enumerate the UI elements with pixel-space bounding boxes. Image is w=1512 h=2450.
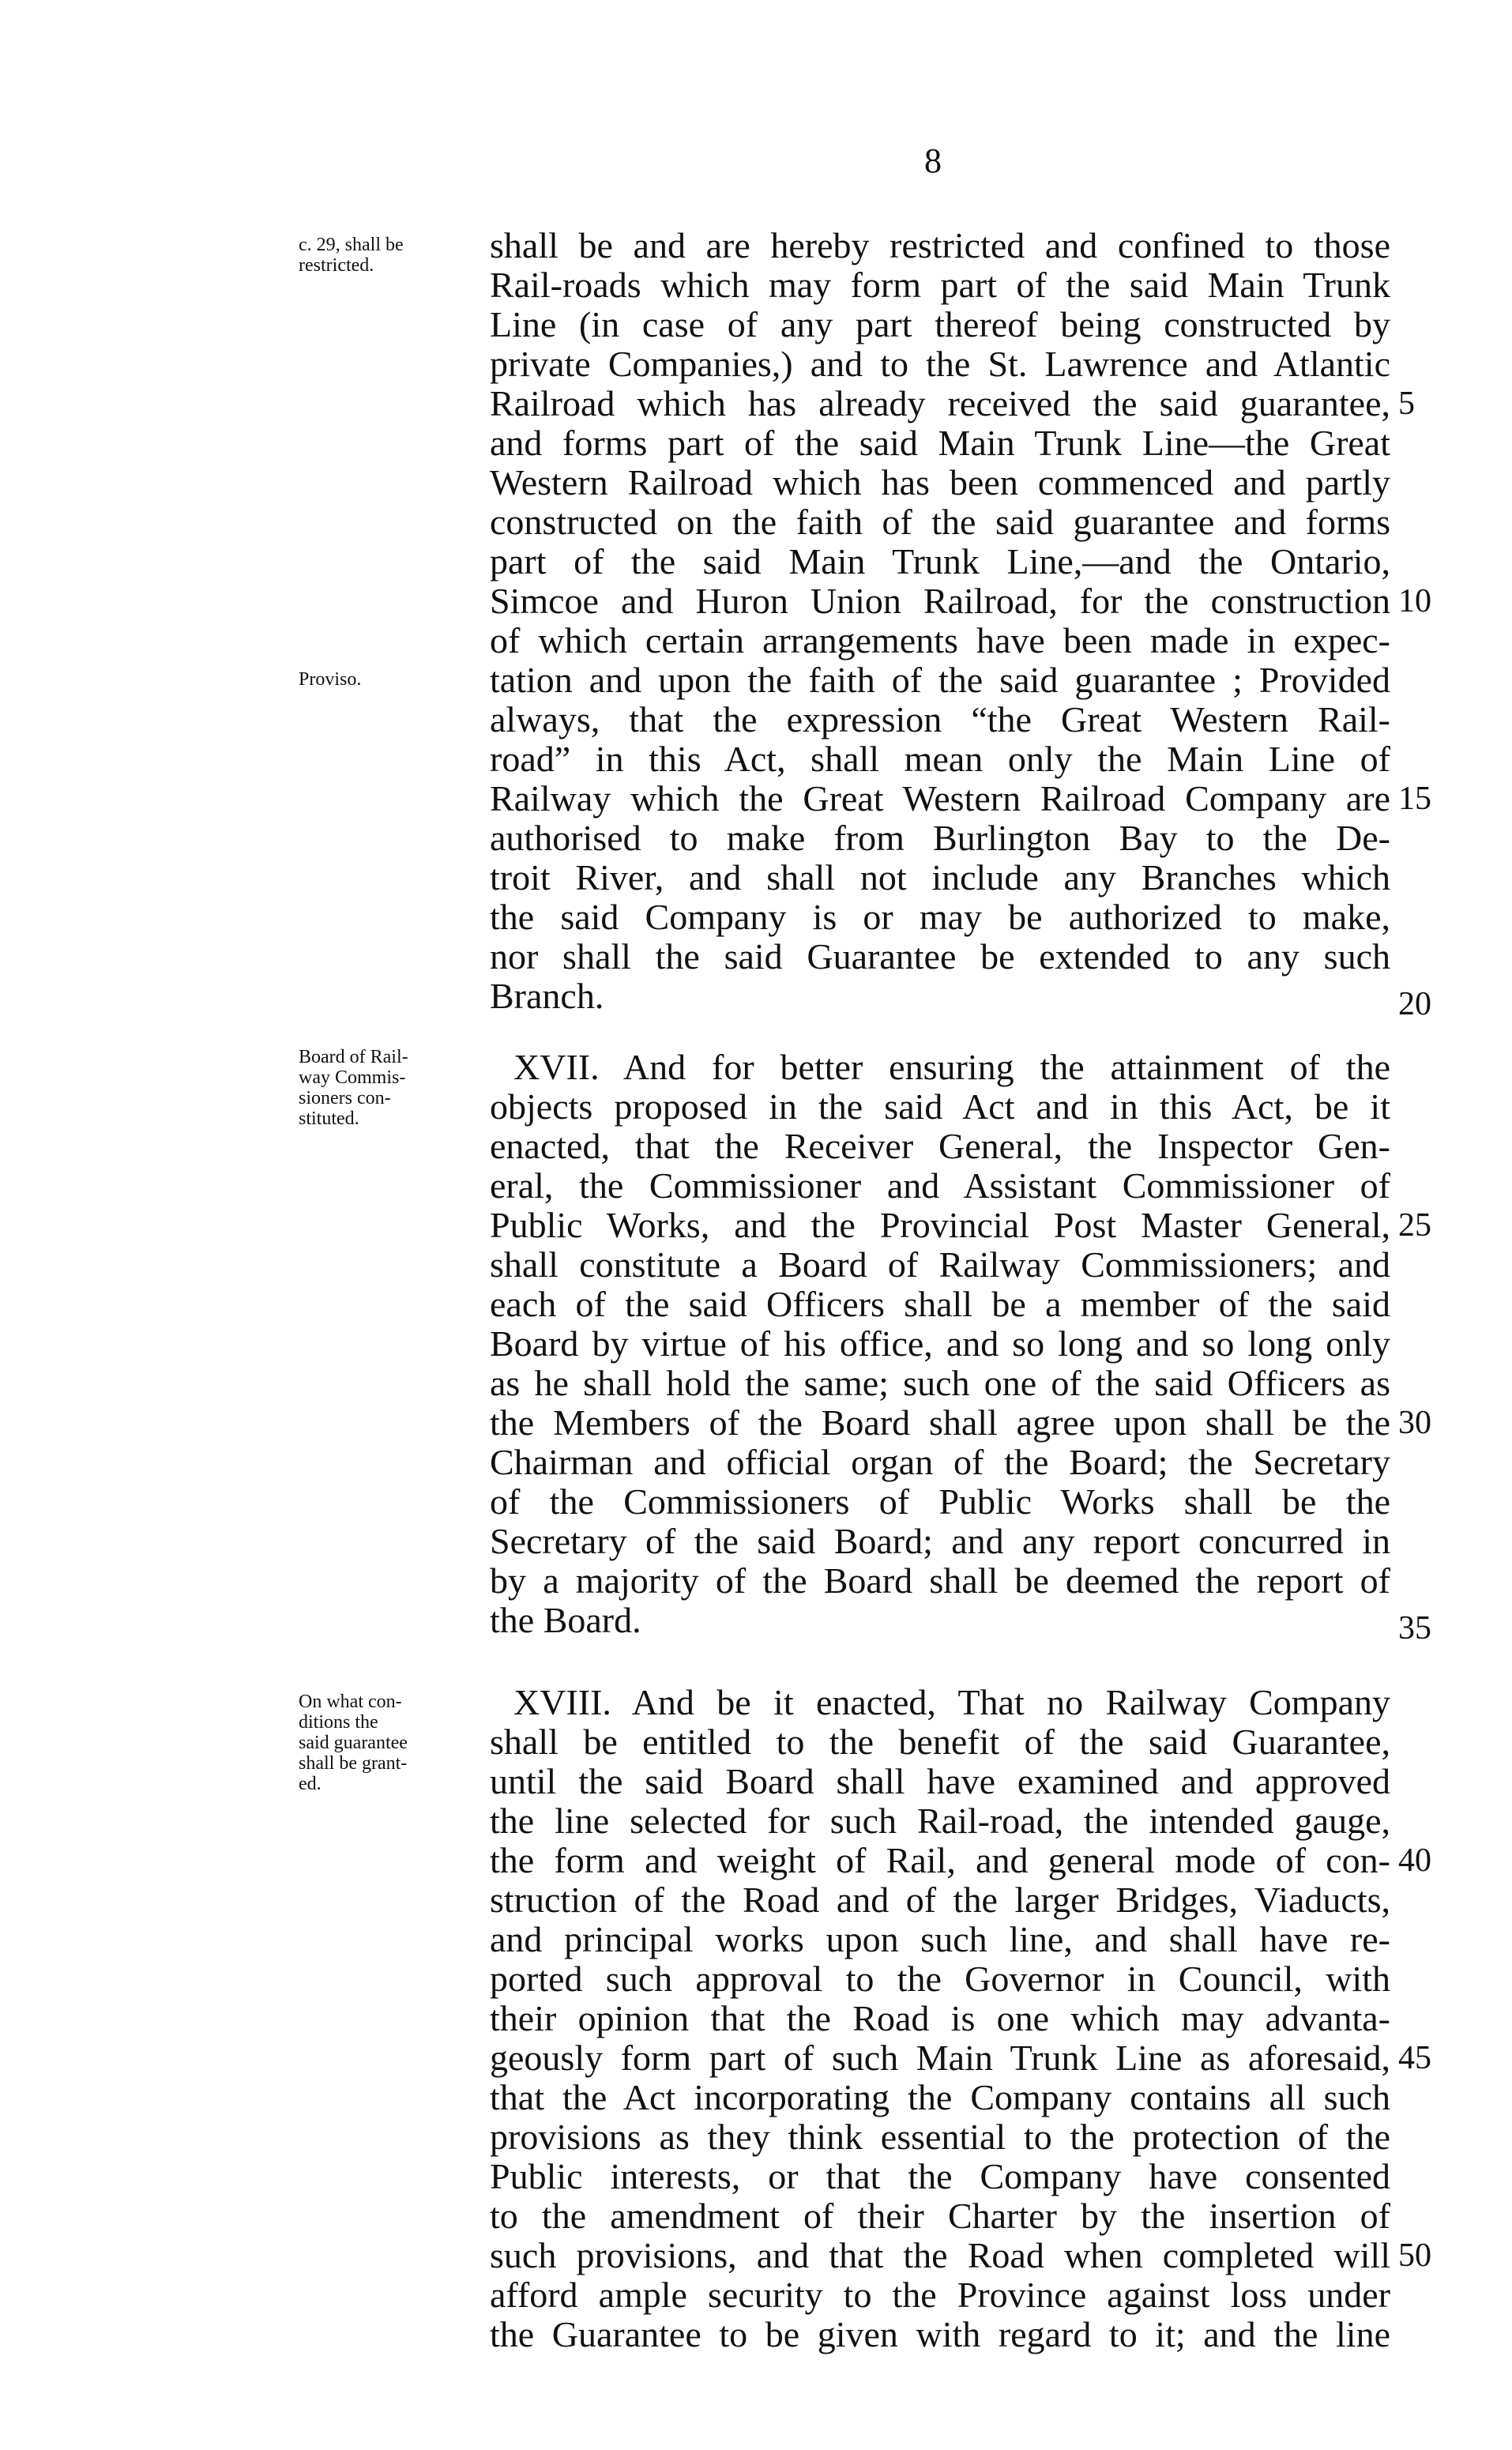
text-line: to the amendment of their Charter by the insertion of [490,2196,1390,2236]
text-line: always, that the expression “the Great Western Rail- [490,699,1390,740]
text-line: Branch. [490,976,604,1016]
line-number: 45 [1398,2040,1431,2076]
text-line: nor shall the said Guarantee be extended to any such [490,936,1390,977]
text-line: Western Railroad which has been commenced and partly [490,462,1390,502]
text-line: the said Company is or may be authorized to make, [490,897,1390,937]
margin-note: way Commis- [299,1067,406,1088]
margin-note: stituted. [299,1108,359,1129]
text-line: tation and upon the faith of the said guarantee ; Provided [490,660,1390,700]
line-number: 30 [1398,1405,1431,1441]
text-line: struction of the Road and of the larger Bridges, Viaducts, [490,1880,1390,1920]
text-line: shall constitute a Board of Railway Commissioners; and [490,1244,1390,1285]
text-line: Chairman and official organ of the Board; the Secretary [490,1442,1390,1482]
text-line: troit River, and shall not include any Branches which [490,857,1390,898]
proviso-note: Proviso. [299,669,362,690]
margin-note: shall be grant- [299,1753,408,1774]
text-line: Public Works, and the Provincial Post Master General, [490,1205,1390,1245]
margin-note: ditions the [299,1712,378,1733]
text-line: Railroad which has already received the said guarantee, [490,383,1390,423]
text-line: Railway which the Great Western Railroad Company are [490,778,1390,819]
text-line: of the Commissioners of Public Works shall be the [490,1481,1390,1522]
line-number: 35 [1398,1610,1431,1647]
section-heading-line: XVIII. And be it enacted, That no Railway Company [513,1682,1390,1722]
line-number: 20 [1398,986,1431,1022]
text-line: shall be entitled to the benefit of the said Guarantee, [490,1722,1390,1762]
margin-note: Board of Rail- [299,1047,408,1067]
line-number: 5 [1398,386,1415,422]
margin-note: c. 29, shall be [299,235,404,255]
line-number: 25 [1398,1207,1431,1244]
text-line: Public interests, or that the Company have consented [490,2156,1390,2196]
text-line: their opinion that the Road is one which may advanta- [490,1998,1390,2038]
text-line: Rail-roads which may form part of the said Main Trunk [490,265,1390,305]
text-line: authorised to make from Burlington Bay to the De- [490,818,1390,858]
text-line: as he shall hold the same; such one of the said Officers as [490,1363,1390,1403]
text-line: private Companies,) and to the St. Lawrence and Atlantic [490,344,1390,384]
line-number: 15 [1398,781,1431,817]
text-line: and principal works upon such line, and shall have re- [490,1919,1390,1959]
margin-note: ed. [299,1774,322,1794]
page-number: 8 [924,141,942,180]
section-heading-line: XVII. And for better ensuring the attainment of the [513,1047,1390,1087]
text-line: such provisions, and that the Road when completed will [490,2235,1390,2275]
text-line: the form and weight of Rail, and general mode of con- [490,1840,1390,1880]
text-line: enacted, that the Receiver General, the Inspector Gen- [490,1126,1390,1166]
text-line: ported such approval to the Governor in Council, with [490,1959,1390,1999]
text-line: Simcoe and Huron Union Railroad, for the construction [490,581,1390,621]
text-line: by a majority of the Board shall be deemed the report of [490,1560,1390,1601]
text-line: shall be and are hereby restricted and confined to those [490,225,1390,265]
text-line: Line (in case of any part thereof being constructed by [490,304,1390,344]
text-line: road” in this Act, shall mean only the Main Line of [490,739,1390,779]
margin-note: said guarantee [299,1733,408,1753]
text-line: the line selected for such Rail-road, the intended gauge, [490,1801,1390,1841]
text-line: that the Act incorporating the Company contains all such [490,2077,1390,2117]
text-line: objects proposed in the said Act and in this Act, be it [490,1086,1390,1127]
text-line: eral, the Commissioner and Assistant Commissioner of [490,1165,1390,1206]
text-line: provisions as they think essential to the protection of the [490,2117,1390,2157]
line-number: 40 [1398,1842,1431,1879]
line-number: 10 [1398,583,1431,619]
text-line: the Guarantee to be given with regard to it; and the line [490,2314,1390,2354]
text-line: geously form part of such Main Trunk Line as aforesaid, [490,2038,1390,2078]
text-line: of which certain arrangements have been made in expec- [490,620,1390,660]
text-line: constructed on the faith of the said guarantee and forms [490,502,1390,542]
text-line: the Members of the Board shall agree upon shall be the [490,1402,1390,1443]
margin-note: restricted. [299,255,374,276]
text-line: part of the said Main Trunk Line,—and the Ontario, [490,541,1390,581]
text-line: each of the said Officers shall be a member of the said [490,1284,1390,1324]
text-line: Secretary of the said Board; and any report concurred in [490,1521,1390,1561]
text-line: Board by virtue of his office, and so long and so long only [490,1323,1390,1364]
text-line: the Board. [490,1600,641,1640]
margin-note: On what con- [299,1692,402,1712]
line-number: 50 [1398,2237,1431,2274]
text-line: until the said Board shall have examined and approved [490,1761,1390,1801]
margin-note: sioners con- [299,1088,391,1108]
text-line: afford ample security to the Province against loss under [490,2275,1390,2315]
text-line: and forms part of the said Main Trunk Line—the Great [490,423,1390,463]
